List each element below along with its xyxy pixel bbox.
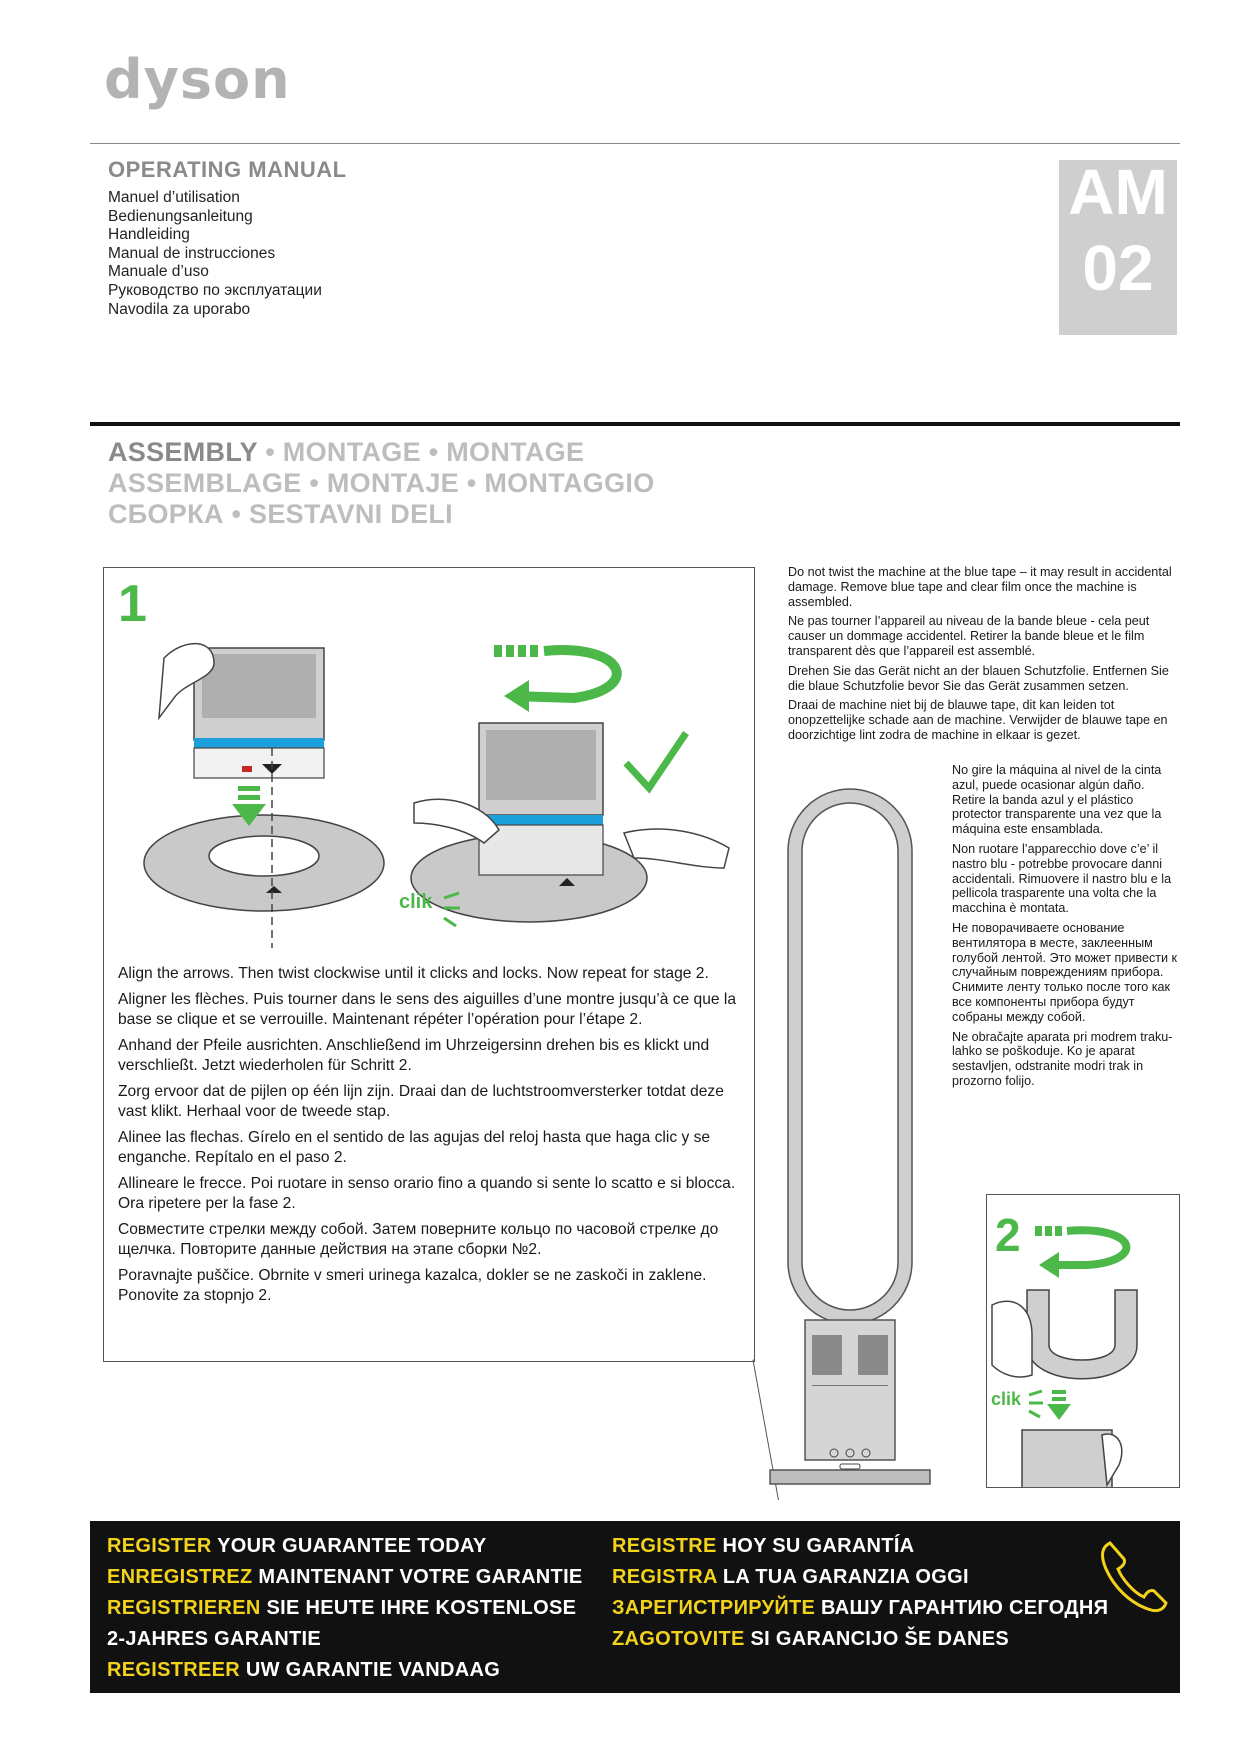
translation-item: Bedienungsanleitung — [108, 207, 253, 225]
assembly-heading-line3: СБОРКА • SESTAVNI DELI — [108, 499, 453, 529]
dyson-logo: dyson — [104, 48, 291, 111]
step-2-number: 2 — [995, 1209, 1021, 1261]
model-line-2: 02 — [1082, 232, 1154, 304]
assembly-heading — [108, 437, 655, 530]
banner-line: REGISTREER UW GARANTIE VANDAAG — [107, 1659, 501, 1681]
instruction-paragraph: Alinee las flechas. Gírelo en el sentido de las agujas del reloj hasta que haga clic y se enganche. Repítalo en el paso 2. — [118, 1129, 711, 1166]
assembly-heading-rest: • MONTAGE • MONTAGE — [257, 437, 585, 467]
warning-paragraph: Non ruotare l’apparecchio dove c’e’ il nastro blu - potrebbe provocare danni accidentali. Rimuovere il nastro blu e la pellicola trasparente una volta che la macchina è montata. — [952, 841, 1172, 916]
banner-line: ENREGISTREZ MAINTENANT VOTRE GARANTIE — [107, 1566, 583, 1588]
model-badge-text — [1059, 158, 1177, 302]
banner-line: REGISTRIEREN SIE HEUTE IHRE KOSTENLOSE — [107, 1597, 577, 1619]
translation-item: Manual de instrucciones — [108, 244, 276, 262]
warning-paragraph: No gire la máquina al nivel de la cinta azul, puede ocasionar algún daño. Retire la banda azul y el plástico protector transparente una vez que la máquina este ensamblada. — [952, 763, 1162, 837]
instruction-paragraph: Poravnajte puščice. Obrnite v smeri urinega kazalca, dokler se ne zaskoči in zaklene. Ponovite za stopnjo 2. — [118, 1267, 707, 1304]
banner-line: REGISTER YOUR GUARANTEE TODAY — [107, 1535, 487, 1557]
phone-icon — [1100, 1535, 1170, 1615]
banner-line: ZAGOTOVITE SI GARANCIJO ŠE DANES — [612, 1628, 1010, 1650]
step-1-illustration — [104, 568, 754, 948]
warnings-side — [952, 763, 1180, 1094]
guarantee-banner — [90, 1521, 1180, 1693]
instruction-paragraph: Anhand der Pfeile ausrichten. Anschließend im Uhrzeigersinn drehen bis es klickt und verschließt. Jetzt wiederholen für Schritt 2. — [118, 1037, 710, 1074]
section-divider — [90, 422, 1180, 426]
warning-paragraph: Ne pas tourner l’appareil au niveau de la bande bleue - cela peut causer un dommage accidentel. Retirer la bande bleue et le film transparent dès que l’appareil est assemblé. — [788, 614, 1150, 658]
warnings-top — [788, 565, 1180, 748]
translation-item: Navodila za uporabo — [108, 300, 251, 318]
instruction-paragraph: Zorg ervoor dat de pijlen op één lijn zijn. Draai dan de luchtstroomversterker totdat deze vast klikt. Herhaal voor de tweede stap. — [118, 1083, 724, 1120]
banner-left-column — [107, 1531, 583, 1686]
step-2-panel — [986, 1194, 1180, 1488]
warning-paragraph: Не поворачиваете основание вентилятора в месте, заклеенным голубой лентой. Это может привести к случайным повреждениям прибора. Снимите ленту только после того как все компоненты прибора будут собраны между собой. — [952, 920, 1178, 1024]
warning-paragraph: Do not twist the machine at the blue tape – it may result in accidental damage. Remove blue tape and clear film once the machine is assembled. — [788, 565, 1172, 609]
instruction-paragraph: Совместите стрелки между собой. Затем поверните кольцо по часовой стрелке до щелчка. Повторите данные действия на этапе сборки №2. — [118, 1221, 719, 1258]
instruction-paragraph: Aligner les flèches. Puis tourner dans le sens des aiguilles d’une montre jusqu’à ce que la base se clique et se verrouille. Maintenant répéter l’opération pour l’étape 2. — [118, 991, 737, 1028]
banner-line: REGISTRE HOY SU GARANTÍA — [612, 1535, 915, 1557]
instruction-paragraph: Align the arrows. Then twist clockwise until it clicks and locks. Now repeat for stage 2. — [118, 965, 709, 982]
step-1-number: 1 — [118, 575, 147, 633]
banner-line: 2-JAHRES GARANTIE — [107, 1628, 322, 1650]
banner-right-column — [612, 1531, 1108, 1655]
assembly-heading-en: ASSEMBLY — [108, 437, 258, 467]
translation-item: Руководство по эксплуатации — [108, 281, 322, 299]
step-1-instructions — [118, 964, 738, 1312]
translation-item: Manuale d’uso — [108, 263, 209, 281]
translation-item: Handleiding — [108, 226, 190, 244]
banner-line: ЗАРЕГИСТРИРУЙТЕ ВАШУ ГАРАНТИЮ СЕГОДНЯ — [612, 1597, 1109, 1619]
translation-item: Manuel d’utilisation — [108, 189, 240, 206]
model-line-1: AM — [1068, 156, 1168, 228]
warning-paragraph: Ne obračajte aparata pri modrem traku-lahko se poškoduje. Ko je aparat sestavljen, odstranite modri trak in prozorno folijo. — [952, 1029, 1173, 1088]
manual-title-translations — [108, 189, 322, 319]
step-2-clik-text: clik — [991, 1389, 1022, 1409]
header-divider — [90, 143, 1180, 144]
manual-title: OPERATING MANUAL — [108, 157, 347, 182]
step-1-clik-text: clik — [399, 891, 433, 913]
assembly-heading-line2: ASSEMBLAGE • MONTAJE • MONTAGGIO — [108, 468, 655, 498]
warning-paragraph: Draai de machine niet bij de blauwe tape, dit kan leiden tot onopzettelijke schade aan de machine. Verwijder de blauwe tape en doorzichtige lint zodra de machine in elkaar is gezet. — [788, 698, 1168, 742]
warning-paragraph: Drehen Sie das Gerät nicht an der blauen Schutzfolie. Entfernen Sie die blaue Schutzfolie bevor Sie das Gerät zusammen setzen. — [788, 663, 1169, 693]
step-2-illustration — [987, 1195, 1179, 1487]
banner-line: REGISTRA LA TUA GARANZIA OGGI — [612, 1566, 969, 1588]
instruction-paragraph: Allineare le frecce. Poi ruotare in senso orario fino a quando si sente lo scatto e si blocca. Ora ripetere per la fase 2. — [118, 1175, 736, 1212]
